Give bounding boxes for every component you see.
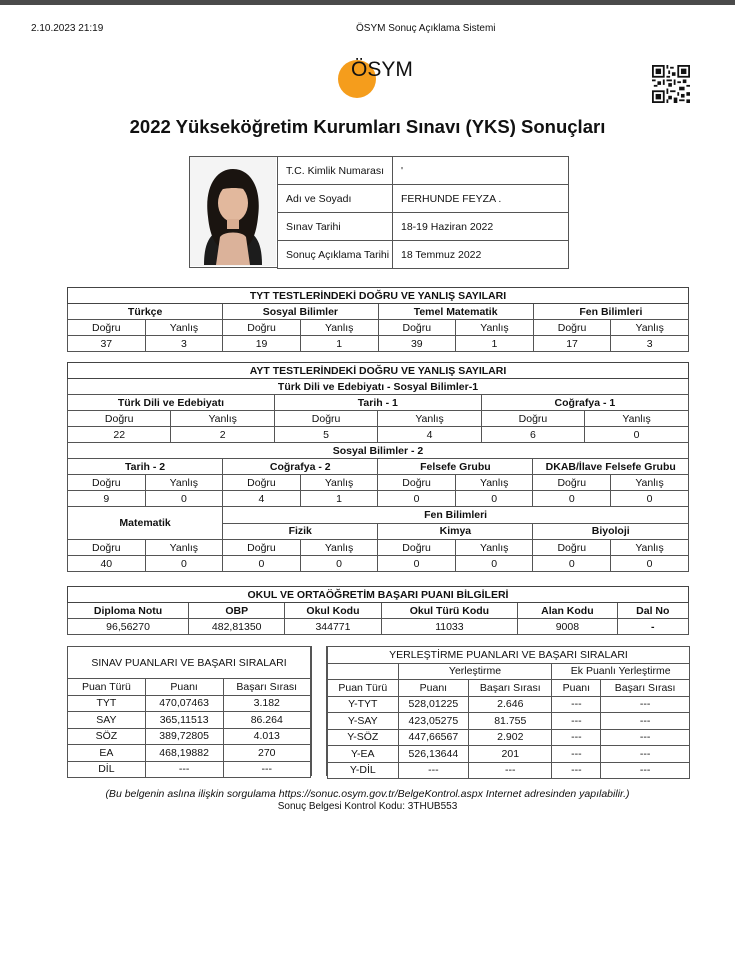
name-value: FERHUNDE FEYZA .	[393, 185, 569, 213]
system-name: ÖSYM Sonuç Açıklama Sistemi	[356, 23, 496, 34]
tyt-title: TYT TESTLERİNDEKİ DOĞRU VE YANLIŞ SAYILARI	[68, 288, 689, 304]
table-row	[328, 647, 690, 664]
rank-value: 86.264	[223, 712, 311, 729]
value-cell: 5	[274, 427, 377, 443]
ayt-subject: DKAB/İlave Felsefe Grubu	[533, 459, 689, 475]
table-row	[68, 304, 689, 320]
table-row	[68, 745, 311, 762]
rank-value: 201	[469, 746, 552, 763]
school-header: Okul Kodu	[285, 603, 381, 619]
rank-value: 81.755	[469, 713, 552, 730]
table-row	[68, 363, 689, 379]
score-value: 528,01225	[398, 696, 469, 713]
school-title: OKUL VE ORTAÖĞRETİM BAŞARI PUANI BİLGİLERİ	[68, 587, 689, 603]
value-cell: 0	[533, 556, 611, 572]
ayt-subject: Biyoloji	[533, 523, 689, 540]
score-type: Y-SÖZ	[328, 729, 399, 746]
dogru-label: Doğru	[533, 540, 611, 556]
table-row	[328, 680, 690, 697]
placement-title: YERLEŞTİRME PUANLARI VE BAŞARI SIRALARI	[328, 647, 690, 664]
table-row	[68, 761, 311, 778]
school-header: OBP	[189, 603, 285, 619]
value-cell: 9	[68, 491, 146, 507]
name-label: Adı ve Soyadı	[278, 185, 393, 213]
rank-value: ---	[601, 746, 690, 763]
obp-value: 482,81350	[189, 619, 285, 635]
table-row	[68, 587, 689, 603]
qr-code-icon	[652, 65, 690, 103]
school-code: 344771	[285, 619, 381, 635]
osym-logo	[338, 56, 458, 102]
rank-value: 2.646	[469, 696, 552, 713]
dogru-label: Doğru	[223, 320, 301, 336]
value-cell: 0	[378, 556, 456, 572]
table-row	[68, 395, 689, 411]
table-row	[68, 443, 689, 459]
value-cell: 0	[145, 491, 223, 507]
yanlis-label: Yanlış	[145, 540, 223, 556]
ayt-subject: Tarih - 1	[274, 395, 481, 411]
value-cell: 0	[223, 556, 301, 572]
ayt-subject: Türk Dili ve Edebiyatı	[68, 395, 275, 411]
dogru-label: Doğru	[378, 475, 456, 491]
dogru-label: Doğru	[68, 540, 146, 556]
identity-table	[277, 156, 569, 269]
value-cell: 40	[68, 556, 146, 572]
table-row	[68, 728, 311, 745]
yanlis-label: Yanlış	[585, 411, 689, 427]
yanlis-label: Yanlış	[611, 540, 689, 556]
score-type: Y-EA	[328, 746, 399, 763]
dogru-label: Doğru	[274, 411, 377, 427]
math-title: Matematik	[68, 507, 223, 540]
table-row	[68, 679, 311, 696]
value-cell: 4	[378, 427, 481, 443]
value-cell: 39	[378, 336, 456, 352]
extra-placement-subtitle: Ek Puanlı Yerleştirme	[552, 663, 690, 680]
top-bar	[0, 0, 735, 5]
score-value: 468,19882	[145, 745, 223, 762]
score-value: 365,11513	[145, 712, 223, 729]
table-row	[278, 241, 569, 269]
yanlis-label: Yanlış	[145, 320, 223, 336]
value-cell: 0	[611, 556, 689, 572]
table-row	[68, 540, 689, 556]
control-code: Sonuç Belgesi Kontrol Kodu: 3THUB553	[277, 801, 458, 812]
ayt-subject: Coğrafya - 2	[223, 459, 378, 475]
score-header: Başarı Sırası	[601, 680, 690, 697]
value-cell: 3	[145, 336, 223, 352]
dogru-label: Doğru	[68, 320, 146, 336]
ayt-subject: Kimya	[378, 523, 533, 540]
table-row	[68, 619, 689, 635]
tyt-subject: Türkçe	[68, 304, 223, 320]
rank-value: 3.182	[223, 695, 311, 712]
score-header: Puanı	[552, 680, 601, 697]
table-row	[68, 427, 689, 443]
value-cell: 0	[533, 491, 611, 507]
table-row	[68, 336, 689, 352]
value-cell: 0	[585, 427, 689, 443]
score-value: ---	[145, 761, 223, 778]
dogru-label: Doğru	[533, 320, 611, 336]
value-cell: 0	[455, 491, 533, 507]
table-row	[68, 379, 689, 395]
yanlis-label: Yanlış	[455, 540, 533, 556]
value-cell: 0	[378, 491, 456, 507]
rank-value: ---	[601, 713, 690, 730]
table-row	[328, 729, 690, 746]
score-type: SAY	[68, 712, 146, 729]
rank-value: ---	[223, 761, 311, 778]
id-number-label: T.C. Kimlik Numarası	[278, 157, 393, 185]
yanlis-label: Yanlış	[378, 411, 481, 427]
tyt-subject: Fen Bilimleri	[533, 304, 688, 320]
verification-note: (Bu belgenin aslına ilişkin sorgulama https://sonuc.osym.gov.tr/BelgeKontrol.aspx Internet adresinden yapılabilir.)	[105, 788, 630, 800]
placement-subtitle: Yerleştirme	[398, 663, 552, 680]
table-row	[278, 157, 569, 185]
score-value: 389,72805	[145, 728, 223, 745]
yanlis-label: Yanlış	[611, 320, 689, 336]
value-cell: 19	[223, 336, 301, 352]
rank-value: 270	[223, 745, 311, 762]
table-row	[278, 185, 569, 213]
rank-value: ---	[601, 729, 690, 746]
empty-cell	[328, 663, 399, 680]
value-cell: 3	[611, 336, 689, 352]
school-type-code: 11033	[381, 619, 518, 635]
score-header: Başarı Sırası	[223, 679, 311, 696]
placement-scores-table	[327, 646, 690, 779]
table-row	[68, 475, 689, 491]
ayt-group2-title: Sosyal Bilimler - 2	[68, 443, 689, 459]
dogru-label: Doğru	[481, 411, 584, 427]
candidate-photo	[189, 156, 278, 268]
score-header: Puanı	[145, 679, 223, 696]
score-value: ---	[552, 746, 601, 763]
school-header: Dal No	[617, 603, 688, 619]
score-type: DİL	[68, 761, 146, 778]
print-date: 2.10.2023 21:19	[31, 23, 104, 34]
score-type: TYT	[68, 695, 146, 712]
value-cell: 0	[145, 556, 223, 572]
dogru-label: Doğru	[378, 320, 456, 336]
yanlis-label: Yanlış	[300, 475, 378, 491]
table-row	[68, 459, 689, 475]
score-header: Puan Türü	[68, 679, 146, 696]
ayt-subject: Felsefe Grubu	[378, 459, 533, 475]
field-code: 9008	[518, 619, 617, 635]
yanlis-label: Yanlış	[455, 475, 533, 491]
rank-value: ---	[469, 762, 552, 779]
table-row	[328, 762, 690, 779]
score-header: Puan Türü	[328, 680, 399, 697]
table-row	[328, 746, 690, 763]
table-row	[278, 213, 569, 241]
yanlis-label: Yanlış	[300, 540, 378, 556]
value-cell: 4	[223, 491, 301, 507]
value-cell: 0	[455, 556, 533, 572]
table-separator	[311, 646, 327, 776]
tyt-subject: Temel Matematik	[378, 304, 533, 320]
dogru-label: Doğru	[68, 411, 171, 427]
score-value: 526,13644	[398, 746, 469, 763]
value-cell: 1	[300, 336, 378, 352]
yanlis-label: Yanlış	[300, 320, 378, 336]
table-row	[68, 320, 689, 336]
ayt-title: AYT TESTLERİNDEKİ DOĞRU VE YANLIŞ SAYILARI	[68, 363, 689, 379]
table-row	[68, 556, 689, 572]
tyt-subject: Sosyal Bilimler	[223, 304, 378, 320]
table-row	[328, 696, 690, 713]
score-value: ---	[398, 762, 469, 779]
table-row	[68, 603, 689, 619]
dogru-label: Doğru	[378, 540, 456, 556]
rank-value: 4.013	[223, 728, 311, 745]
fen-title: Fen Bilimleri	[223, 507, 689, 524]
exam-date-label: Sınav Tarihi	[278, 213, 393, 241]
value-cell: 37	[68, 336, 146, 352]
value-cell: 1	[300, 491, 378, 507]
score-value: ---	[552, 713, 601, 730]
logo-text: ÖSYM	[351, 58, 413, 81]
exam-scores-table	[67, 646, 311, 778]
portrait-icon	[190, 157, 276, 266]
branch-no: -	[617, 619, 688, 635]
diploma-grade: 96,56270	[68, 619, 189, 635]
exam-date-value: 18-19 Haziran 2022	[393, 213, 569, 241]
rank-value: ---	[601, 696, 690, 713]
yanlis-label: Yanlış	[611, 475, 689, 491]
table-row	[328, 713, 690, 730]
table-row	[68, 288, 689, 304]
score-type: Y-SAY	[328, 713, 399, 730]
table-row	[68, 507, 689, 524]
table-row	[328, 663, 690, 680]
page-title: 2022 Yükseköğretim Kurumları Sınavı (YKS) Sonuçları	[129, 116, 606, 137]
tyt-table	[67, 287, 689, 352]
dogru-label: Doğru	[223, 540, 301, 556]
value-cell: 2	[171, 427, 274, 443]
score-value: ---	[552, 696, 601, 713]
score-header: Başarı Sırası	[469, 680, 552, 697]
ayt-subject: Tarih - 2	[68, 459, 223, 475]
table-row	[68, 491, 689, 507]
value-cell: 0	[300, 556, 378, 572]
value-cell: 22	[68, 427, 171, 443]
school-header: Alan Kodu	[518, 603, 617, 619]
yanlis-label: Yanlış	[171, 411, 274, 427]
rank-value: ---	[601, 762, 690, 779]
score-type: Y-TYT	[328, 696, 399, 713]
rank-value: 2.902	[469, 729, 552, 746]
score-type: EA	[68, 745, 146, 762]
score-type: SÖZ	[68, 728, 146, 745]
yanlis-label: Yanlış	[456, 320, 534, 336]
value-cell: 6	[481, 427, 584, 443]
value-cell: 1	[456, 336, 534, 352]
result-date-label: Sonuç Açıklama Tarihi	[278, 241, 393, 269]
dogru-label: Doğru	[223, 475, 301, 491]
result-date-value: 18 Temmuz 2022	[393, 241, 569, 269]
score-header: Puanı	[398, 680, 469, 697]
dogru-label: Doğru	[533, 475, 611, 491]
school-header: Diploma Notu	[68, 603, 189, 619]
score-value: 423,05275	[398, 713, 469, 730]
score-value: ---	[552, 762, 601, 779]
score-value: ---	[552, 729, 601, 746]
yanlis-label: Yanlış	[145, 475, 223, 491]
school-header: Okul Türü Kodu	[381, 603, 518, 619]
exam-scores-title: SINAV PUANLARI VE BAŞARI SIRALARI	[68, 647, 311, 679]
value-cell: 0	[611, 491, 689, 507]
value-cell: 17	[533, 336, 611, 352]
score-type: Y-DİL	[328, 762, 399, 779]
ayt-table	[67, 362, 689, 572]
school-table	[67, 586, 689, 635]
score-value: 447,66567	[398, 729, 469, 746]
table-row	[68, 712, 311, 729]
ayt-subject: Fizik	[223, 523, 378, 540]
id-number-value: '	[393, 157, 569, 185]
ayt-subject: Coğrafya - 1	[481, 395, 688, 411]
score-value: 470,07463	[145, 695, 223, 712]
table-row	[68, 695, 311, 712]
ayt-group1-title: Türk Dili ve Edebiyatı - Sosyal Bilimler-1	[68, 379, 689, 395]
table-row	[68, 411, 689, 427]
dogru-label: Doğru	[68, 475, 146, 491]
